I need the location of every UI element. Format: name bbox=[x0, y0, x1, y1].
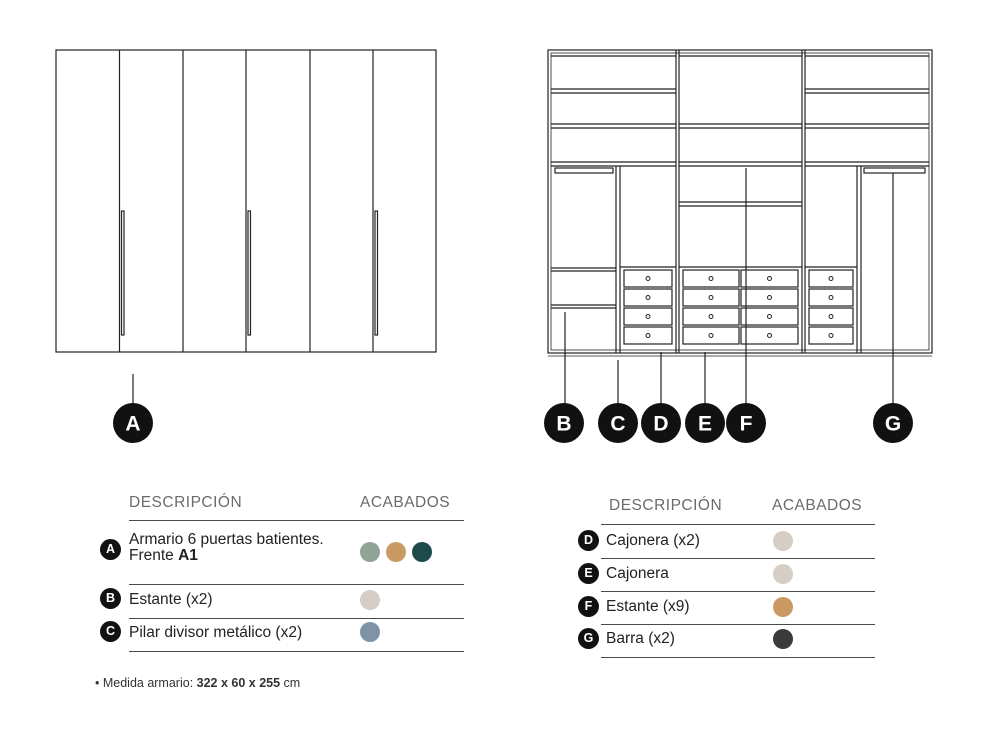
finish-swatch bbox=[773, 564, 793, 584]
finish-swatch bbox=[773, 597, 793, 617]
column-header-descripcion: DESCRIPCIÓN bbox=[129, 494, 243, 511]
table-row-f bbox=[575, 591, 885, 623]
drawer bbox=[683, 289, 739, 306]
callout-letter-a: A bbox=[125, 412, 141, 436]
description-table-right bbox=[575, 497, 885, 662]
table-row-g bbox=[575, 624, 885, 656]
finish-swatch bbox=[360, 590, 380, 610]
drawer-knob bbox=[829, 334, 833, 338]
callout-badge-c: C bbox=[100, 621, 121, 642]
drawer-knob bbox=[768, 315, 772, 319]
finish-swatch bbox=[412, 542, 432, 562]
drawer bbox=[683, 327, 739, 344]
callout-badge-d: D bbox=[578, 530, 599, 551]
table-row-e bbox=[575, 558, 885, 590]
table-row-c bbox=[95, 618, 465, 651]
drawer bbox=[683, 270, 739, 287]
drawer-knob bbox=[768, 334, 772, 338]
drawer bbox=[741, 289, 798, 306]
door-handle bbox=[122, 211, 125, 335]
drawer-knob bbox=[709, 315, 713, 319]
row-description: Estante (x9) bbox=[606, 598, 690, 615]
drawer bbox=[809, 308, 853, 325]
drawer bbox=[683, 308, 739, 325]
table-row-b bbox=[95, 584, 465, 617]
drawer-knob bbox=[646, 277, 650, 281]
row-description: Estante (x2) bbox=[129, 591, 213, 608]
hanging-rail bbox=[864, 168, 925, 173]
finish-swatch bbox=[773, 531, 793, 551]
column-header-descripcion: DESCRIPCIÓN bbox=[609, 497, 723, 514]
drawer-knob bbox=[829, 277, 833, 281]
hanging-rail bbox=[555, 168, 613, 173]
drawer bbox=[624, 308, 672, 325]
row-description: Barra (x2) bbox=[606, 630, 675, 647]
drawer-knob bbox=[646, 315, 650, 319]
wardrobe-front-elevation bbox=[56, 50, 436, 352]
drawer bbox=[741, 327, 798, 344]
description-table-left bbox=[95, 494, 465, 654]
row-description: Armario 6 puertas batientes. Frente A1 bbox=[129, 531, 324, 564]
callout-letter-e: E bbox=[697, 412, 713, 436]
callout-letter-b: B bbox=[556, 412, 572, 436]
finish-swatch bbox=[360, 542, 380, 562]
row-description: Cajonera (x2) bbox=[606, 532, 700, 549]
door-handle bbox=[375, 211, 378, 335]
drawer bbox=[624, 270, 672, 287]
callout-badge-b: B bbox=[100, 588, 121, 609]
callout-badge-g: G bbox=[578, 628, 599, 649]
drawer bbox=[741, 308, 798, 325]
drawer bbox=[809, 270, 853, 287]
table-row-d bbox=[575, 524, 885, 556]
drawer-knob bbox=[829, 315, 833, 319]
callout-letter-f: F bbox=[739, 412, 753, 436]
drawer bbox=[809, 327, 853, 344]
column-header-acabados: ACABADOS bbox=[360, 494, 451, 511]
drawer bbox=[624, 289, 672, 306]
drawer-knob bbox=[646, 296, 650, 300]
drawer bbox=[809, 289, 853, 306]
row-description: Cajonera bbox=[606, 565, 669, 582]
drawer-knob bbox=[829, 296, 833, 300]
callout-letter-c: C bbox=[610, 412, 626, 436]
callout-badge-e: E bbox=[578, 563, 599, 584]
drawer bbox=[741, 270, 798, 287]
drawer-knob bbox=[709, 277, 713, 281]
drawer-knob bbox=[709, 334, 713, 338]
door-handle bbox=[248, 211, 251, 335]
callout-badge-f: F bbox=[578, 596, 599, 617]
finish-swatch bbox=[386, 542, 406, 562]
drawer-knob bbox=[768, 296, 772, 300]
finish-swatch bbox=[773, 629, 793, 649]
callout-badge-a: A bbox=[100, 539, 121, 560]
column-header-acabados: ACABADOS bbox=[772, 497, 863, 514]
row-description: Pilar divisor metálico (x2) bbox=[129, 624, 303, 641]
drawer-knob bbox=[768, 277, 772, 281]
table-row-a bbox=[95, 520, 465, 584]
drawer-knob bbox=[709, 296, 713, 300]
drawer-knob bbox=[646, 334, 650, 338]
drawer bbox=[624, 327, 672, 344]
wardrobe-interior-elevation bbox=[548, 50, 932, 356]
callout-letter-d: D bbox=[653, 412, 669, 436]
finish-swatch bbox=[360, 622, 380, 642]
drawer-units bbox=[624, 270, 853, 344]
wardrobe-size-note: • Medida armario: 322 x 60 x 255 cm bbox=[95, 676, 301, 690]
callout-letter-g: G bbox=[884, 412, 902, 436]
